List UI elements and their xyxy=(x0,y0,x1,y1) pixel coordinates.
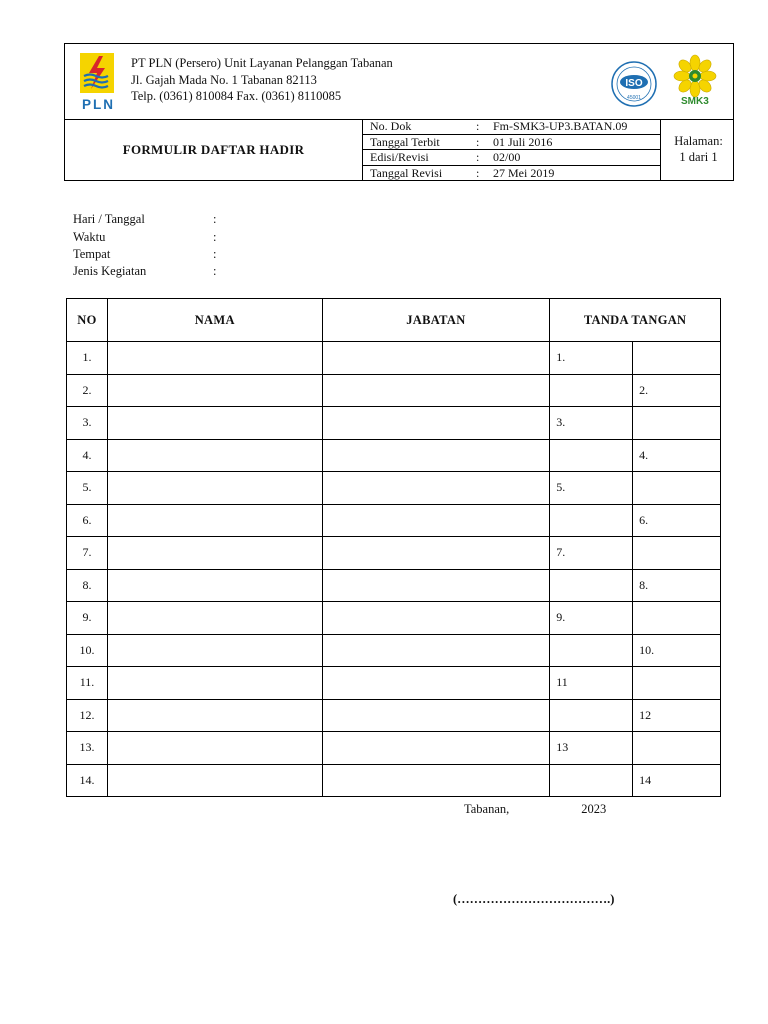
iso-certification-icon xyxy=(610,60,658,108)
table-row xyxy=(67,472,721,505)
cell-nama[interactable] xyxy=(107,569,322,602)
table-row xyxy=(67,342,721,375)
cell-jabatan[interactable] xyxy=(322,764,550,797)
company-name: PT PLN (Persero) Unit Layanan Pelanggan Tabanan xyxy=(131,56,393,70)
cell-jabatan[interactable] xyxy=(322,634,550,667)
table-row xyxy=(67,667,721,700)
cell-jabatan[interactable] xyxy=(322,504,550,537)
cell-signature-right[interactable] xyxy=(633,537,721,570)
cell-signature-right[interactable] xyxy=(633,342,721,375)
cell-no: 1. xyxy=(67,342,108,375)
cell-nama[interactable] xyxy=(107,537,322,570)
meta-row-no-dok xyxy=(363,119,660,135)
cell-no: 2. xyxy=(67,374,108,407)
field-jenis-kegiatan[interactable] xyxy=(73,263,216,280)
meta-colon: : xyxy=(476,150,480,164)
signature-line[interactable]: (……………………………….) xyxy=(453,892,615,906)
meta-row-tanggal-terbit xyxy=(363,135,660,151)
cell-jabatan[interactable] xyxy=(322,472,550,505)
smk3-logo xyxy=(670,54,720,112)
year-text: 2023 xyxy=(581,802,607,816)
cell-signature-right[interactable] xyxy=(633,732,721,765)
company-phone: Telp. (0361) 810084 Fax. (0361) 8110085 xyxy=(131,89,342,103)
cell-no: 13. xyxy=(67,732,108,765)
cell-no: 8. xyxy=(67,569,108,602)
cell-jabatan[interactable] xyxy=(322,732,550,765)
table-row xyxy=(67,504,721,537)
cell-no: 3. xyxy=(67,407,108,440)
cell-signature-right[interactable] xyxy=(633,472,721,505)
cell-signature-right[interactable]: 14 xyxy=(633,764,721,797)
cell-signature-right[interactable] xyxy=(633,407,721,440)
cell-signature-left[interactable] xyxy=(550,439,633,472)
header-tanda-tangan: TANDA TANGAN xyxy=(550,299,721,342)
cell-signature-left[interactable] xyxy=(550,374,633,407)
cell-signature-left[interactable]: 1. xyxy=(550,342,633,375)
meta-label: No. Dok xyxy=(370,119,412,133)
meta-value: Fm-SMK3-UP3.BATAN.09 xyxy=(493,119,628,133)
iso-badge xyxy=(610,60,658,108)
cell-jabatan[interactable] xyxy=(322,439,550,472)
cell-signature-left[interactable] xyxy=(550,569,633,602)
pln-lightning-icon xyxy=(75,51,121,97)
cell-signature-left[interactable]: 7. xyxy=(550,537,633,570)
cell-jabatan[interactable] xyxy=(322,537,550,570)
page-label: Halaman: xyxy=(674,134,723,148)
table-row xyxy=(67,699,721,732)
cell-jabatan[interactable] xyxy=(322,569,550,602)
page-info xyxy=(662,119,735,181)
cell-signature-right[interactable]: 8. xyxy=(633,569,721,602)
cell-signature-left[interactable] xyxy=(550,504,633,537)
meta-value: 27 Mei 2019 xyxy=(493,165,555,180)
document-meta-table xyxy=(362,119,661,181)
field-label: Hari / Tanggal xyxy=(73,212,145,226)
meta-label: Tanggal Revisi xyxy=(370,165,443,180)
cell-signature-right[interactable]: 12 xyxy=(633,699,721,732)
cell-signature-right[interactable] xyxy=(633,602,721,635)
meta-row-edisi-revisi xyxy=(363,150,660,166)
place-date xyxy=(464,802,606,817)
cell-signature-left[interactable]: 11 xyxy=(550,667,633,700)
cell-no: 10. xyxy=(67,634,108,667)
table-row xyxy=(67,537,721,570)
iso-badge-text: ISO xyxy=(625,78,643,89)
attendance-table xyxy=(66,298,721,797)
cell-nama[interactable] xyxy=(107,699,322,732)
cell-signature-right[interactable]: 4. xyxy=(633,439,721,472)
field-label: Jenis Kegiatan xyxy=(73,264,147,278)
cell-no: 4. xyxy=(67,439,108,472)
cell-signature-left[interactable] xyxy=(550,764,633,797)
cell-nama[interactable] xyxy=(107,439,322,472)
table-row xyxy=(67,602,721,635)
pln-logo xyxy=(75,51,121,111)
smk3-logo-text: SMK3 xyxy=(681,96,709,107)
table-row xyxy=(67,764,721,797)
table-row xyxy=(67,634,721,667)
meta-colon: : xyxy=(476,119,480,133)
cell-nama[interactable] xyxy=(107,374,322,407)
cell-signature-left[interactable]: 5. xyxy=(550,472,633,505)
field-colon: : xyxy=(213,212,217,226)
document-header xyxy=(64,43,734,181)
cell-nama[interactable] xyxy=(107,634,322,667)
place-text: Tabanan, xyxy=(464,802,510,816)
cell-jabatan[interactable] xyxy=(322,374,550,407)
pln-logo-text: PLN xyxy=(82,97,115,112)
cell-signature-left[interactable]: 13 xyxy=(550,732,633,765)
field-hari-tanggal[interactable] xyxy=(73,211,216,228)
meta-label: Edisi/Revisi xyxy=(370,150,429,164)
field-label: Waktu xyxy=(73,230,106,244)
field-tempat[interactable] xyxy=(73,246,216,263)
cell-jabatan[interactable] xyxy=(322,667,550,700)
cell-nama[interactable] xyxy=(107,764,322,797)
header-jabatan: JABATAN xyxy=(322,299,550,342)
page-value: 1 dari 1 xyxy=(679,150,718,164)
cell-no: 12. xyxy=(67,699,108,732)
meta-value: 02/00 xyxy=(493,150,521,164)
field-label: Tempat xyxy=(73,247,111,261)
table-row xyxy=(67,569,721,602)
header-no: NO xyxy=(67,299,108,342)
cell-nama[interactable] xyxy=(107,342,322,375)
meta-value: 01 Juli 2016 xyxy=(493,134,553,149)
cell-nama[interactable] xyxy=(107,472,322,505)
smk3-flower-icon xyxy=(670,54,720,98)
cell-nama[interactable] xyxy=(107,732,322,765)
cell-signature-right[interactable]: 10. xyxy=(633,634,721,667)
cell-signature-right[interactable]: 6. xyxy=(633,504,721,537)
cell-signature-right[interactable]: 2. xyxy=(633,374,721,407)
company-address xyxy=(131,55,393,105)
cell-no: 7. xyxy=(67,537,108,570)
table-row xyxy=(67,374,721,407)
company-street: Jl. Gajah Mada No. 1 Tabanan 82113 xyxy=(131,72,317,87)
cell-nama[interactable] xyxy=(107,504,322,537)
cell-nama[interactable] xyxy=(107,602,322,635)
meta-label: Tanggal Terbit xyxy=(370,134,440,149)
cell-jabatan[interactable] xyxy=(322,407,550,440)
cell-no: 14. xyxy=(67,764,108,797)
field-colon: : xyxy=(213,264,217,278)
cell-no: 6. xyxy=(67,504,108,537)
cell-nama[interactable] xyxy=(107,407,322,440)
cell-no: 9. xyxy=(67,602,108,635)
cell-signature-left[interactable]: 3. xyxy=(550,407,633,440)
cell-signature-left[interactable] xyxy=(550,634,633,667)
cell-no: 5. xyxy=(67,472,108,505)
cell-signature-left[interactable]: 9. xyxy=(550,602,633,635)
table-row xyxy=(67,407,721,440)
field-waktu[interactable] xyxy=(73,229,216,246)
cell-signature-left[interactable] xyxy=(550,699,633,732)
cell-signature-right[interactable] xyxy=(633,667,721,700)
cell-jabatan[interactable] xyxy=(322,699,550,732)
cell-jabatan[interactable] xyxy=(322,602,550,635)
field-colon: : xyxy=(213,230,217,244)
cell-nama[interactable] xyxy=(107,667,322,700)
cell-jabatan[interactable] xyxy=(322,342,550,375)
header-nama: NAMA xyxy=(107,299,322,342)
cell-no: 11. xyxy=(67,667,108,700)
table-header-row xyxy=(67,299,721,342)
meta-colon: : xyxy=(476,134,480,149)
iso-badge-number: 45001 xyxy=(627,95,641,101)
meta-colon: : xyxy=(476,165,480,180)
meta-row-tanggal-revisi xyxy=(363,166,660,182)
field-colon: : xyxy=(213,247,217,261)
form-title: FORMULIR DAFTAR HADIR xyxy=(122,142,305,157)
table-row xyxy=(67,439,721,472)
table-row xyxy=(67,732,721,765)
